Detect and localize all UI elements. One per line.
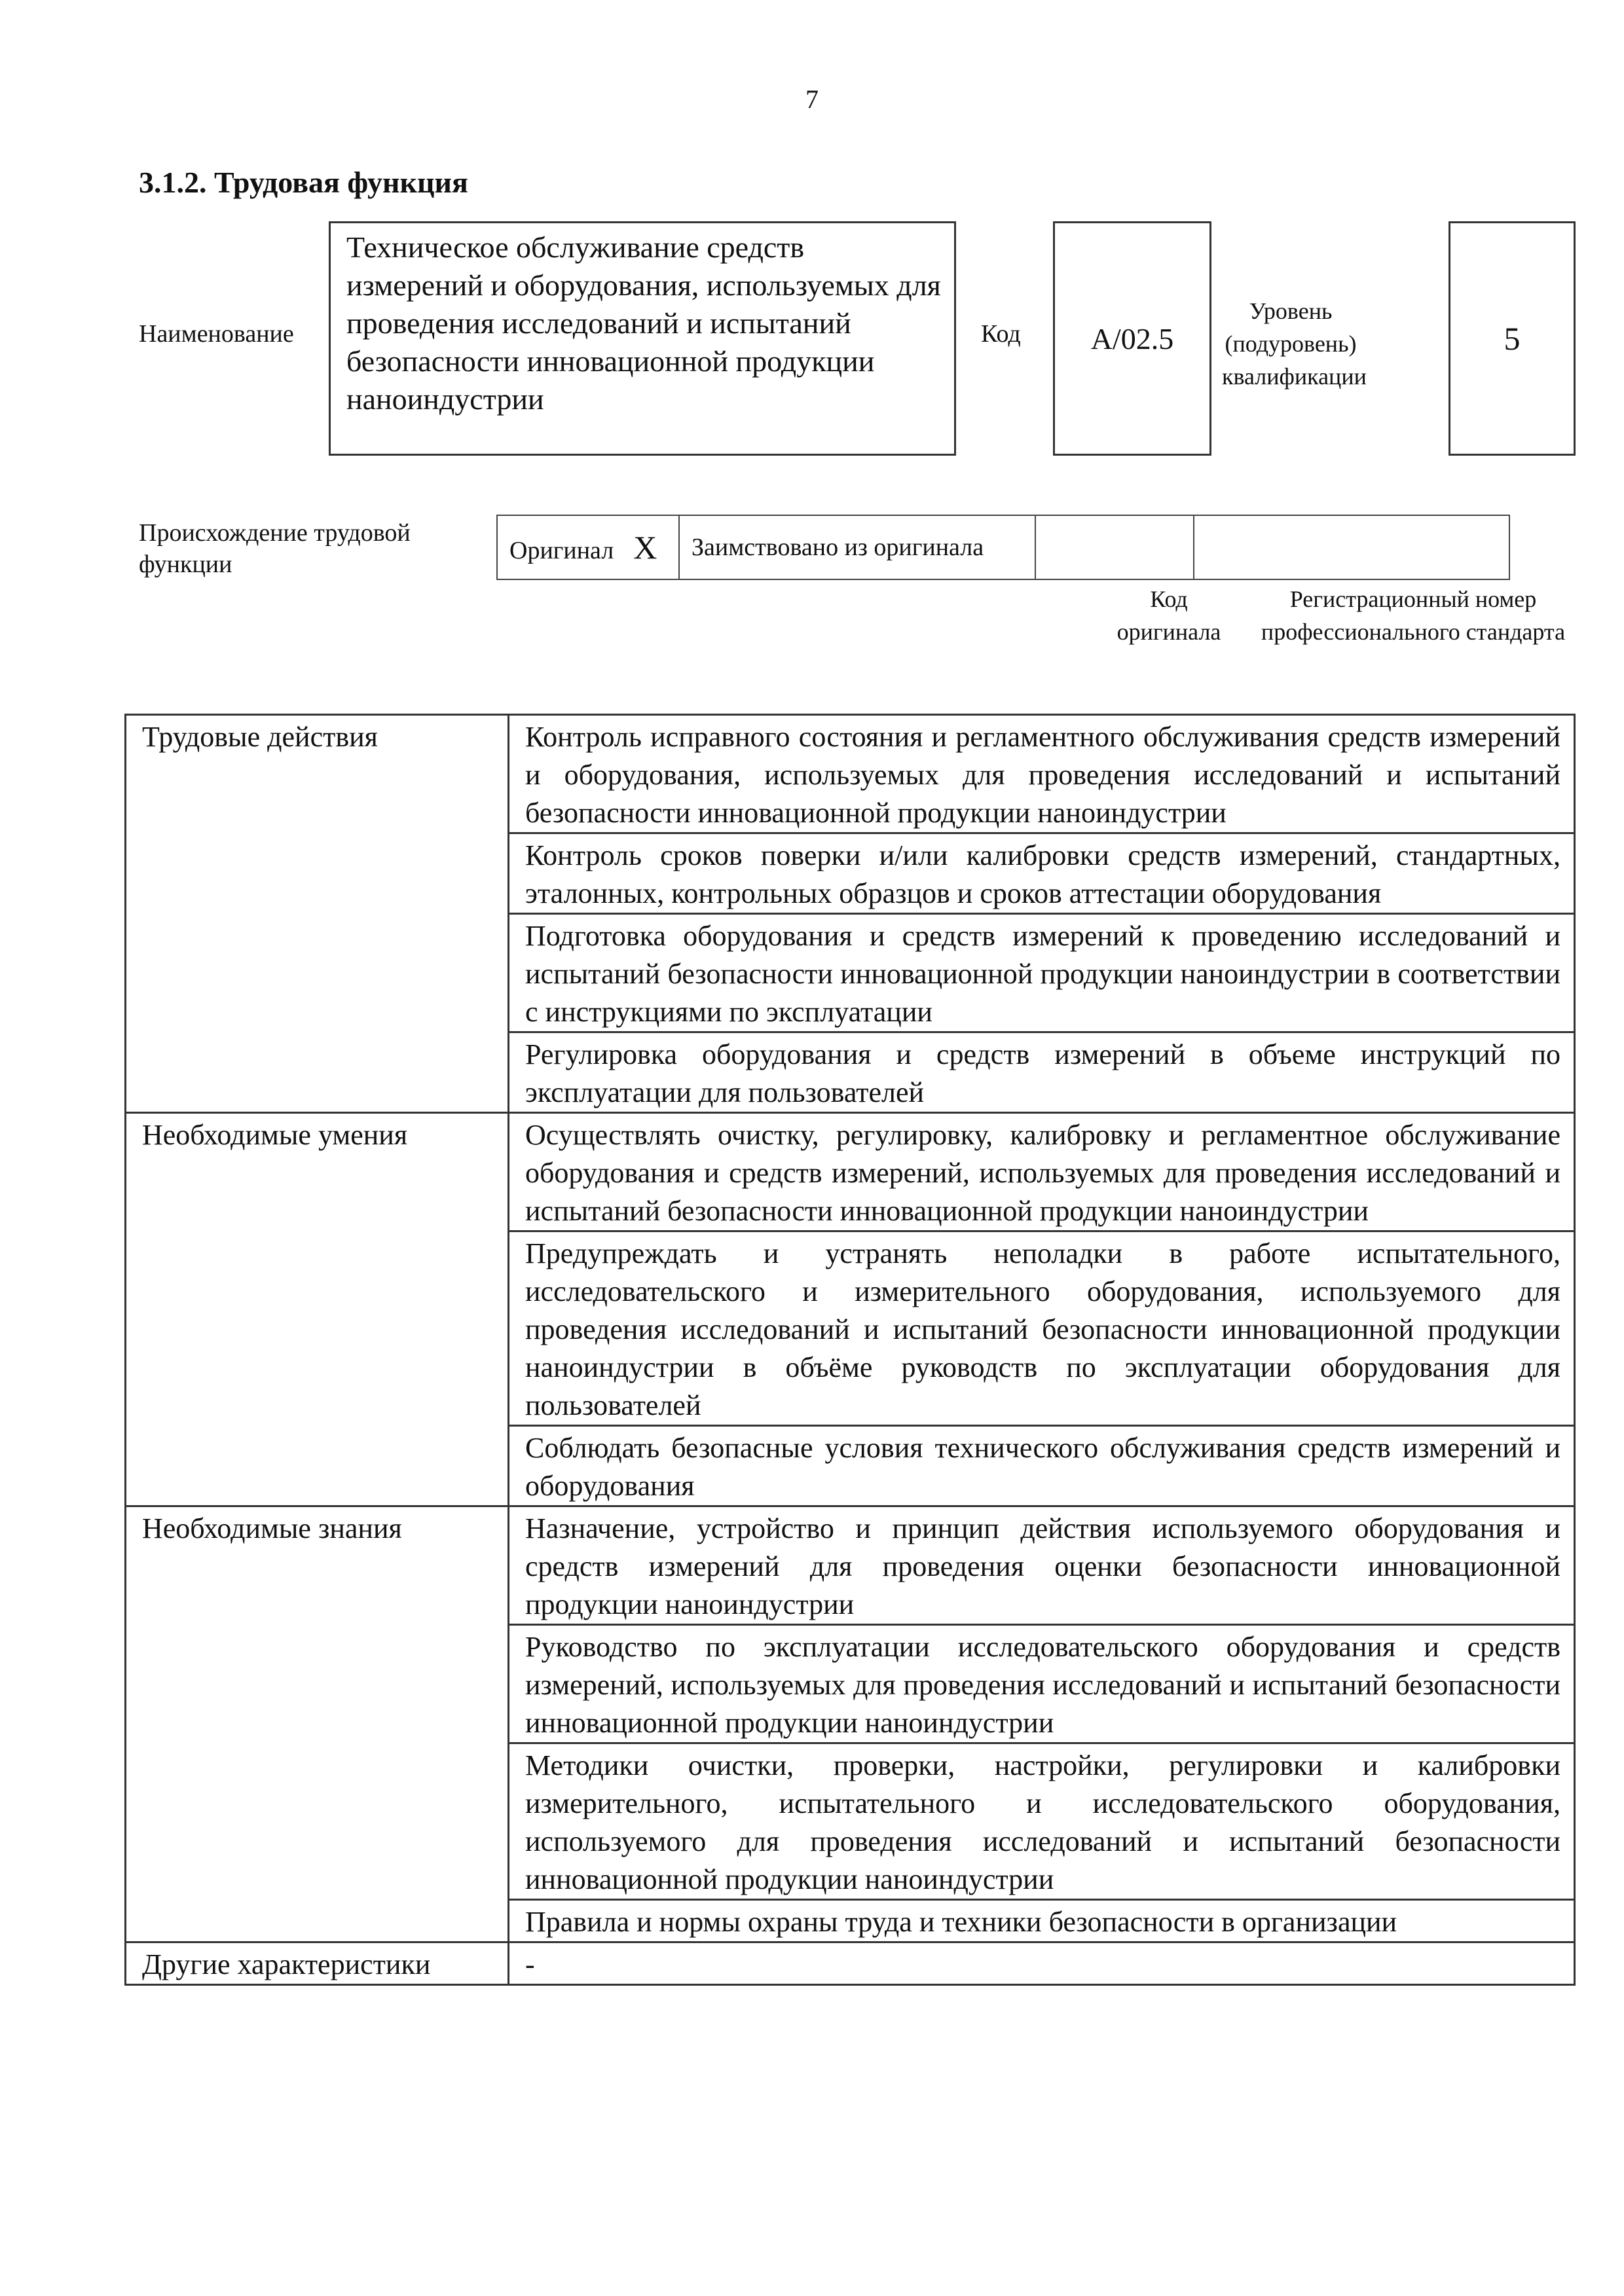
caption-reg-number: Регистрационный номер профессионального стандарта <box>1261 586 1566 645</box>
category-cell: Необходимые умения <box>126 1113 509 1506</box>
category-cell: Другие характеристики <box>126 1942 509 1985</box>
category-cell: Трудовые действия <box>126 715 509 1113</box>
code-value: A/02.5 <box>1090 321 1174 355</box>
origin-borrowed-cell: Заимствовано из оригинала <box>679 515 1035 579</box>
table-cell: Методики очистки, проверки, настройки, регулировки и калибровки измерительного, испытательного и исследовательского оборудования, используемого для проведения исследований и испытаний безопасности инновационной продукции наноиндустрии <box>509 1743 1575 1900</box>
table-row <box>126 1113 1575 1231</box>
table-row <box>126 1506 1575 1625</box>
origin-mark: X <box>633 529 657 566</box>
level-value: 5 <box>1504 320 1521 357</box>
name-value-box: Техническое обслуживание средств измерений и оборудования, используемых для проведения исследований и испытаний безопасности инновационной продукции наноиндустрии <box>329 221 956 456</box>
level-value-box <box>1449 221 1576 456</box>
table-cell: Осуществлять очистку, регулировку, калибровку и регламентное обслуживание оборудования и средств измерений, используемых для проведения исследований и испытаний безопасности инновационной продукции наноиндустрии <box>509 1113 1575 1231</box>
origin-table <box>496 515 1510 580</box>
table-row <box>126 1942 1575 1985</box>
page-number: 7 <box>805 84 819 114</box>
table-cell: Контроль исправного состояния и регламентного обслуживания средств измерений и оборудования, используемых для проведения исследований и испытаний безопасности инновационной продукции наноиндустрии <box>509 715 1575 833</box>
level-label: Уровень (подуровень) квалификации <box>1222 298 1367 390</box>
category-cell: Необходимые знания <box>126 1506 509 1942</box>
name-label: Наименование <box>139 320 294 348</box>
table-cell: Правила и нормы охраны труда и техники безопасности в организации <box>509 1900 1575 1942</box>
table-cell: Регулировка оборудования и средств измерений в объеме инструкций по эксплуатации для пользователей <box>509 1032 1575 1113</box>
table-cell: Назначение, устройство и принцип действия используемого оборудования и средств измерений для проведения оценки безопасности инновационной продукции наноиндустрии <box>509 1506 1575 1625</box>
table-cell: Контроль сроков поверки и/или калибровки средств измерений, стандартных, эталонных, контрольных образцов и сроков аттестации оборудования <box>509 833 1575 914</box>
code-value-box <box>1053 221 1211 456</box>
origin-code-cell <box>1035 515 1194 579</box>
table-cell: - <box>509 1942 1575 1985</box>
origin-label: Происхождение трудовой функции <box>139 519 411 578</box>
table-cell: Подготовка оборудования и средств измерений к проведению исследований и испытаний безопасности инновационной продукции наноиндустрии в соответствии с инструкциями по эксплуатации <box>509 914 1575 1032</box>
code-label: Код <box>981 320 1021 348</box>
origin-original-cell <box>497 515 679 579</box>
origin-reg-cell <box>1194 515 1509 579</box>
table-row <box>126 715 1575 833</box>
origin-original-label: Оригинал <box>509 537 614 564</box>
labor-function-table <box>124 714 1576 1986</box>
table-cell: Предупреждать и устранять неполадки в работе испытательного, исследовательского и измерительного оборудования, используемого для проведения исследований и испытаний безопасности инновационной продукции наноиндустрии в объёме руководств по эксплуатации оборудования для пользователей <box>509 1231 1575 1426</box>
table-cell: Соблюдать безопасные условия технического обслуживания средств измерений и оборудования <box>509 1426 1575 1506</box>
table-cell: Руководство по эксплуатации исследовательского оборудования и средств измерений, используемых для проведения исследований и испытаний безопасности инновационной продукции наноиндустрии <box>509 1625 1575 1743</box>
caption-code-original: Код оригинала <box>1116 586 1221 645</box>
section-title: 3.1.2. Трудовая функция <box>139 166 468 199</box>
